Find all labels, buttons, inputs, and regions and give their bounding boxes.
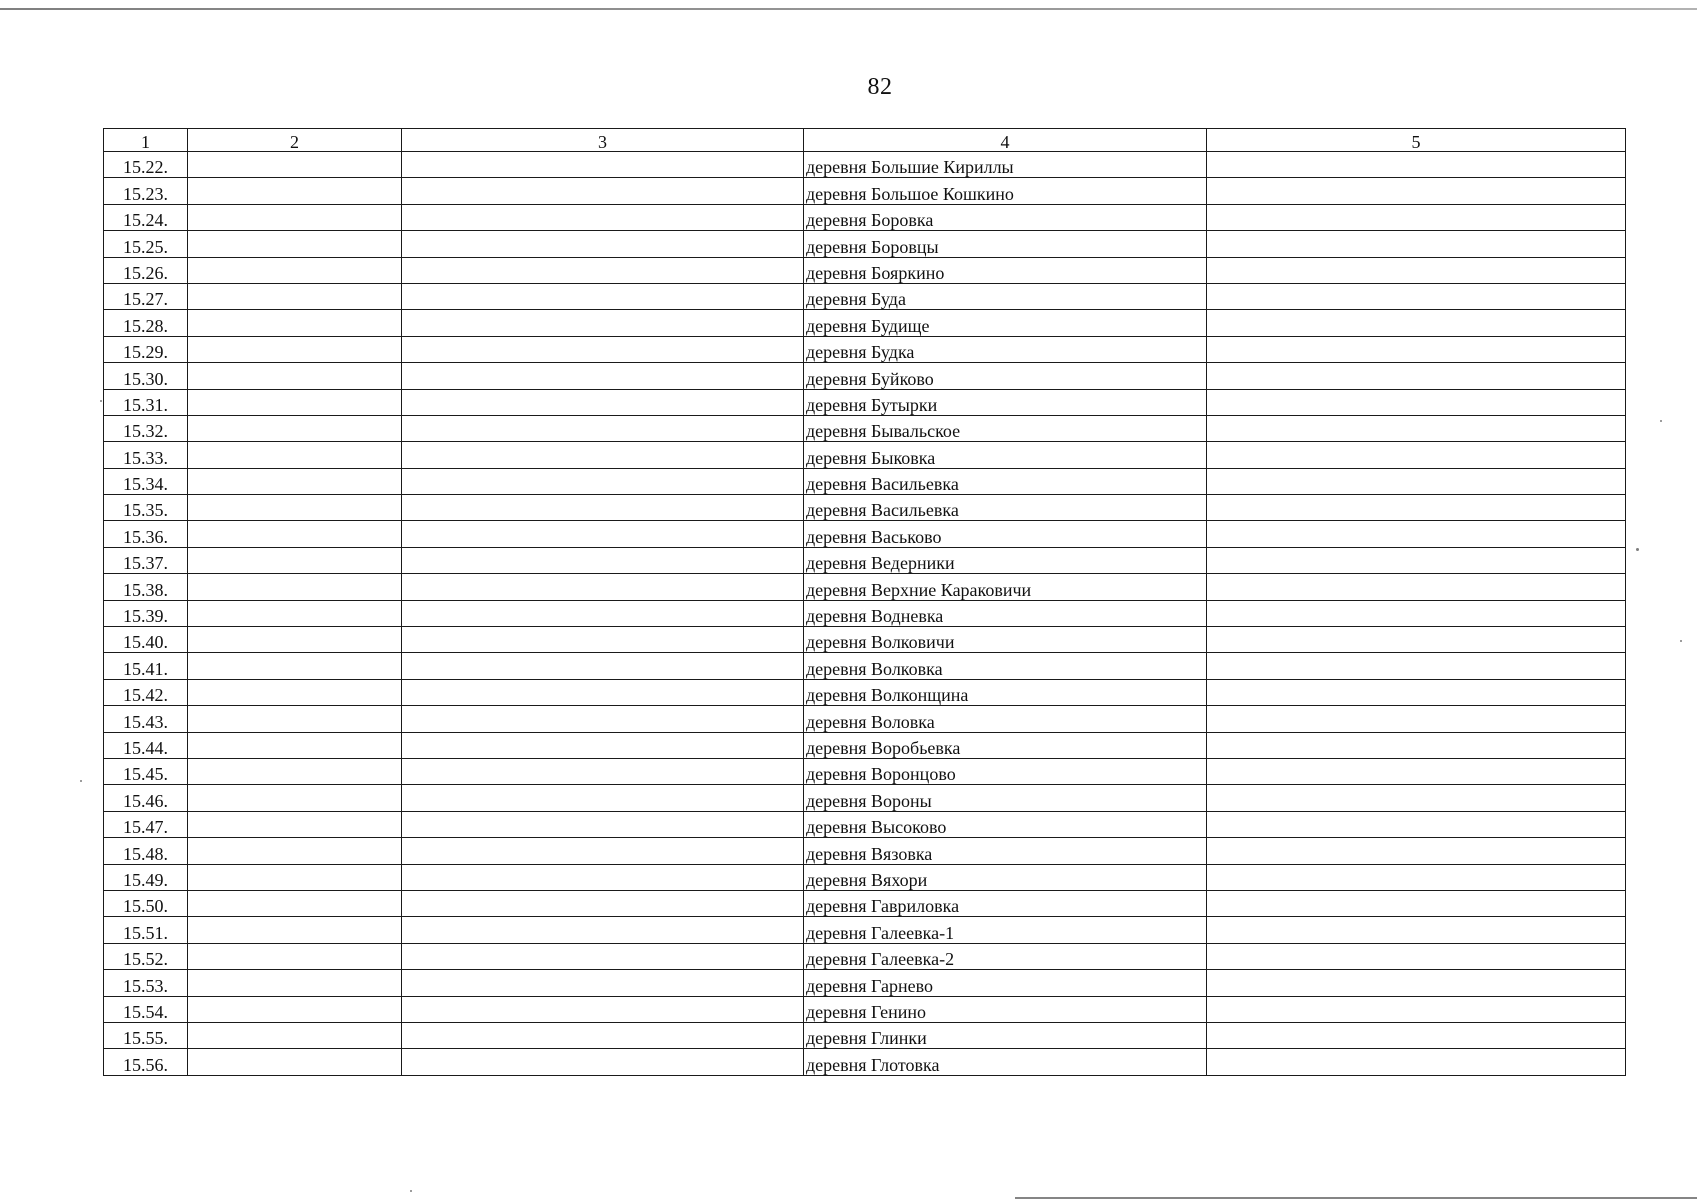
empty-cell-col3 [402,178,804,204]
table-row [104,178,1626,204]
scan-speck [410,1190,412,1192]
empty-cell-col3 [402,838,804,864]
row-number-cell: 15.23. [104,178,188,204]
empty-cell-col3 [402,204,804,230]
empty-cell-col2 [188,943,402,969]
empty-cell-col3 [402,706,804,732]
settlement-name-cell: деревня Гарнево [804,970,1207,996]
settlement-name-cell: деревня Верхние Караковичи [804,574,1207,600]
settlement-name-cell: деревня Глинки [804,1022,1207,1048]
empty-cell-col5 [1207,495,1626,521]
scan-edge-bottom [1015,1197,1697,1199]
row-number-cell: 15.37. [104,547,188,573]
row-number-cell: 15.56. [104,1049,188,1075]
empty-cell-col2 [188,1049,402,1075]
empty-cell-col5 [1207,732,1626,758]
row-number-cell: 15.47. [104,811,188,837]
empty-cell-col3 [402,785,804,811]
empty-cell-col3 [402,970,804,996]
empty-cell-col2 [188,152,402,178]
table-row [104,547,1626,573]
row-number-cell: 15.53. [104,970,188,996]
row-number-cell: 15.46. [104,785,188,811]
table-row [104,442,1626,468]
settlement-name-cell: деревня Большое Кошкино [804,178,1207,204]
row-number-cell: 15.45. [104,758,188,784]
settlement-name-cell: деревня Буйково [804,363,1207,389]
empty-cell-col2 [188,231,402,257]
column-header-1: 1 [104,129,188,152]
settlement-name-cell: деревня Гавриловка [804,890,1207,916]
empty-cell-col3 [402,732,804,758]
table-row [104,1022,1626,1048]
row-number-cell: 15.22. [104,152,188,178]
row-number-cell: 15.43. [104,706,188,732]
empty-cell-col3 [402,600,804,626]
empty-cell-col5 [1207,283,1626,309]
empty-cell-col3 [402,389,804,415]
row-number-cell: 15.36. [104,521,188,547]
settlement-name-cell: деревня Генино [804,996,1207,1022]
empty-cell-col3 [402,943,804,969]
empty-cell-col2 [188,1022,402,1048]
empty-cell-col5 [1207,864,1626,890]
empty-cell-col5 [1207,811,1626,837]
table-row [104,732,1626,758]
settlement-name-cell: деревня Будище [804,310,1207,336]
settlement-name-cell: деревня Боровка [804,204,1207,230]
settlement-name-cell: деревня Буда [804,283,1207,309]
empty-cell-col5 [1207,970,1626,996]
empty-cell-col2 [188,283,402,309]
empty-cell-col3 [402,864,804,890]
empty-cell-col5 [1207,600,1626,626]
table-row [104,336,1626,362]
empty-cell-col2 [188,890,402,916]
table-header-row [104,129,1626,152]
scan-speck [1680,640,1682,642]
empty-cell-col5 [1207,996,1626,1022]
row-number-cell: 15.30. [104,363,188,389]
empty-cell-col5 [1207,547,1626,573]
scan-speck [1660,420,1662,422]
empty-cell-col3 [402,257,804,283]
row-number-cell: 15.48. [104,838,188,864]
empty-cell-col3 [402,996,804,1022]
empty-cell-col2 [188,204,402,230]
empty-cell-col2 [188,864,402,890]
empty-cell-col3 [402,283,804,309]
empty-cell-col3 [402,363,804,389]
empty-cell-col5 [1207,679,1626,705]
empty-cell-col3 [402,152,804,178]
empty-cell-col3 [402,442,804,468]
empty-cell-col2 [188,785,402,811]
empty-cell-col3 [402,495,804,521]
settlement-name-cell: деревня Галеевка-2 [804,943,1207,969]
row-number-cell: 15.44. [104,732,188,758]
empty-cell-col5 [1207,310,1626,336]
row-number-cell: 15.54. [104,996,188,1022]
settlement-name-cell: деревня Вороны [804,785,1207,811]
empty-cell-col3 [402,468,804,494]
empty-cell-col2 [188,811,402,837]
empty-cell-col3 [402,1022,804,1048]
column-header-4: 4 [804,129,1207,152]
scan-edge-top [0,8,1697,10]
empty-cell-col5 [1207,231,1626,257]
empty-cell-col5 [1207,838,1626,864]
row-number-cell: 15.24. [104,204,188,230]
empty-cell-col3 [402,811,804,837]
row-number-cell: 15.33. [104,442,188,468]
empty-cell-col2 [188,600,402,626]
table-row [104,468,1626,494]
row-number-cell: 15.41. [104,653,188,679]
empty-cell-col2 [188,917,402,943]
row-number-cell: 15.28. [104,310,188,336]
row-number-cell: 15.29. [104,336,188,362]
empty-cell-col5 [1207,415,1626,441]
empty-cell-col2 [188,521,402,547]
table-row [104,574,1626,600]
empty-cell-col3 [402,231,804,257]
scan-speck [100,400,102,402]
settlement-name-cell: деревня Большие Кириллы [804,152,1207,178]
column-header-3: 3 [402,129,804,152]
settlement-name-cell: деревня Высоково [804,811,1207,837]
empty-cell-col5 [1207,1049,1626,1075]
settlement-name-cell: деревня Вязовка [804,838,1207,864]
row-number-cell: 15.26. [104,257,188,283]
empty-cell-col3 [402,627,804,653]
row-number-cell: 15.42. [104,679,188,705]
empty-cell-col3 [402,415,804,441]
empty-cell-col2 [188,970,402,996]
row-number-cell: 15.39. [104,600,188,626]
empty-cell-col3 [402,336,804,362]
page-number: 82 [867,74,893,100]
empty-cell-col2 [188,732,402,758]
row-number-cell: 15.55. [104,1022,188,1048]
settlement-name-cell: деревня Бутырки [804,389,1207,415]
empty-cell-col2 [188,310,402,336]
table-row [104,495,1626,521]
settlement-name-cell: деревня Волковичи [804,627,1207,653]
settlement-name-cell: деревня Воронцово [804,758,1207,784]
settlements-table [103,128,1626,1076]
empty-cell-col5 [1207,363,1626,389]
settlement-name-cell: деревня Воловка [804,706,1207,732]
empty-cell-col2 [188,547,402,573]
empty-cell-col2 [188,838,402,864]
empty-cell-col5 [1207,178,1626,204]
row-number-cell: 15.32. [104,415,188,441]
row-number-cell: 15.35. [104,495,188,521]
table-row [104,415,1626,441]
empty-cell-col5 [1207,389,1626,415]
empty-cell-col5 [1207,521,1626,547]
row-number-cell: 15.52. [104,943,188,969]
empty-cell-col2 [188,415,402,441]
row-number-cell: 15.25. [104,231,188,257]
row-number-cell: 15.31. [104,389,188,415]
settlement-name-cell: деревня Будка [804,336,1207,362]
table-row [104,758,1626,784]
table-row [104,152,1626,178]
row-number-cell: 15.34. [104,468,188,494]
table-row [104,785,1626,811]
table-row [104,970,1626,996]
empty-cell-col2 [188,178,402,204]
table-row [104,389,1626,415]
empty-cell-col5 [1207,653,1626,679]
settlement-name-cell: деревня Бывальское [804,415,1207,441]
table-row [104,257,1626,283]
table-row [104,653,1626,679]
empty-cell-col3 [402,758,804,784]
settlement-name-cell: деревня Вяхори [804,864,1207,890]
table-row [104,943,1626,969]
settlement-name-cell: деревня Боровцы [804,231,1207,257]
column-header-5: 5 [1207,129,1626,152]
settlement-name-cell: деревня Галеевка-1 [804,917,1207,943]
empty-cell-col2 [188,495,402,521]
row-number-cell: 15.51. [104,917,188,943]
empty-cell-col2 [188,442,402,468]
row-number-cell: 15.27. [104,283,188,309]
empty-cell-col2 [188,996,402,1022]
table-row [104,838,1626,864]
column-header-2: 2 [188,129,402,152]
empty-cell-col5 [1207,917,1626,943]
empty-cell-col5 [1207,627,1626,653]
empty-cell-col2 [188,468,402,494]
settlement-name-cell: деревня Васьково [804,521,1207,547]
table-row [104,679,1626,705]
table-row [104,811,1626,837]
empty-cell-col3 [402,1049,804,1075]
empty-cell-col5 [1207,468,1626,494]
table-row [104,864,1626,890]
empty-cell-col5 [1207,758,1626,784]
empty-cell-col3 [402,653,804,679]
table-row [104,706,1626,732]
table-row [104,204,1626,230]
scan-speck [80,780,82,782]
settlement-name-cell: деревня Васильевка [804,495,1207,521]
empty-cell-col3 [402,521,804,547]
empty-cell-col5 [1207,706,1626,732]
settlement-name-cell: деревня Глотовка [804,1049,1207,1075]
empty-cell-col3 [402,679,804,705]
settlement-name-cell: деревня Воробьевка [804,732,1207,758]
empty-cell-col3 [402,547,804,573]
empty-cell-col5 [1207,574,1626,600]
empty-cell-col3 [402,310,804,336]
empty-cell-col2 [188,257,402,283]
table-row [104,231,1626,257]
empty-cell-col2 [188,363,402,389]
empty-cell-col2 [188,389,402,415]
empty-cell-col2 [188,627,402,653]
empty-cell-col2 [188,706,402,732]
empty-cell-col2 [188,758,402,784]
table-row [104,917,1626,943]
empty-cell-col5 [1207,890,1626,916]
table-row [104,600,1626,626]
table-body [104,152,1626,1076]
empty-cell-col3 [402,574,804,600]
settlement-name-cell: деревня Волконщина [804,679,1207,705]
row-number-cell: 15.40. [104,627,188,653]
settlement-name-cell: деревня Ведерники [804,547,1207,573]
empty-cell-col5 [1207,785,1626,811]
empty-cell-col5 [1207,257,1626,283]
table-row [104,363,1626,389]
row-number-cell: 15.49. [104,864,188,890]
scan-speck [1636,548,1639,551]
empty-cell-col5 [1207,1022,1626,1048]
table-row [104,310,1626,336]
table-row [104,627,1626,653]
empty-cell-col5 [1207,204,1626,230]
empty-cell-col2 [188,574,402,600]
table-row [104,521,1626,547]
table-row [104,283,1626,309]
empty-cell-col5 [1207,152,1626,178]
empty-cell-col2 [188,336,402,362]
empty-cell-col5 [1207,336,1626,362]
table-row [104,996,1626,1022]
settlement-name-cell: деревня Волковка [804,653,1207,679]
empty-cell-col5 [1207,442,1626,468]
settlement-name-cell: деревня Водневка [804,600,1207,626]
empty-cell-col3 [402,890,804,916]
settlement-name-cell: деревня Васильевка [804,468,1207,494]
empty-cell-col2 [188,679,402,705]
empty-cell-col2 [188,653,402,679]
empty-cell-col3 [402,917,804,943]
row-number-cell: 15.50. [104,890,188,916]
row-number-cell: 15.38. [104,574,188,600]
table-row [104,890,1626,916]
empty-cell-col5 [1207,943,1626,969]
settlement-name-cell: деревня Бояркино [804,257,1207,283]
settlement-name-cell: деревня Быковка [804,442,1207,468]
table-row [104,1049,1626,1075]
